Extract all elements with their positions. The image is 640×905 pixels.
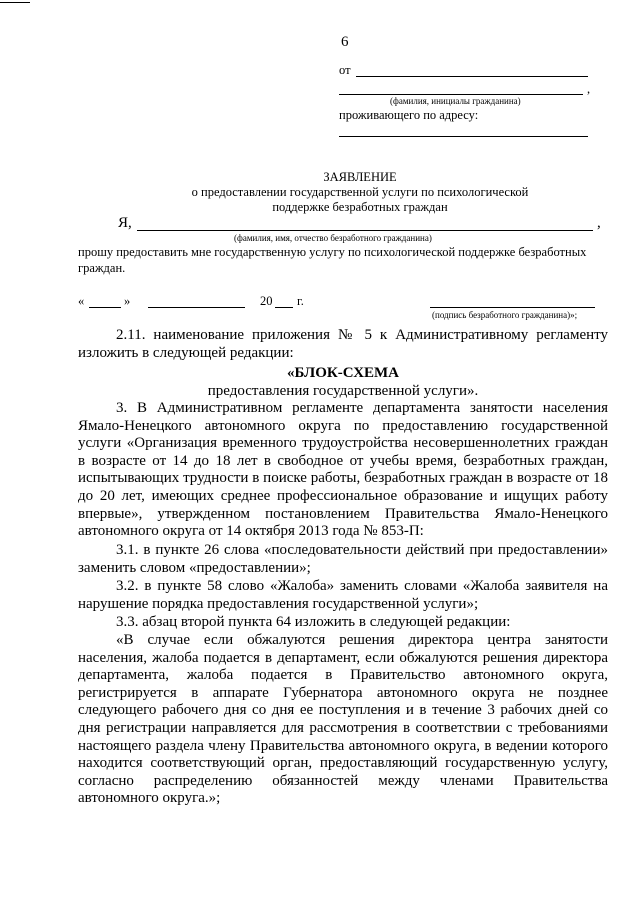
from-label: от [339,63,351,77]
header-name-caption: (фамилия, инициалы гражданина) [390,96,521,106]
paragraph-3: 3. В Административном регламенте департамента занятости населения Ямало-Ненецкого автономного округа по предоставлению государственной услуги «Организация временного трудоустройства несовершеннолетних граждан в возрасте от 14 до 18 лет в свободное от учебы время, безработных граждан, испытывающих трудности в поиске работы, безработных граждан в возрасте от 18 до 20 лет, имеющих среднее профессиональное образование и ищущих работу впервые», утвержденном постановлением Правительства Ямало-Ненецкого автономного округа от 14 октября 2013 года № 853-П: [78,400,608,540]
signature-caption: (подпись безработного гражданина)»; [432,310,578,320]
applicant-name-caption: (фамилия, имя, отчество безработного гражданина) [234,233,432,243]
signature-line [430,307,595,308]
paragraph-3-2: 3.2. в пункте 58 слово «Жалоба» заменить словами «Жалоба заявителя на нарушение порядка предоставления государственной услуги»; [78,578,608,612]
page-number: 6 [341,34,349,50]
block-scheme-subtitle: предоставления государственной услуги». [207,383,479,399]
paragraph-2-11: 2.11. наименование приложения № 5 к Административному регламенту изложить в следующей редакции: [78,327,608,361]
i-label: Я, [118,215,132,231]
header-comma: , [587,82,591,96]
applicant-comma: , [597,215,601,231]
from-line [356,76,588,77]
quoted-paragraph: «В случае если обжалуются решения директора центра занятости населения, жалоба подается в департамент, если обжалуются решения директора департамента, жалоба подается в Правительство автономного округа, регистрируется в аппарате Губернатора автономного округа не позднее следующего рабочего дня со дня ее поступления и в течение 3 рабочих дней со дня регистрации направляется для рассмотрения в соответствии с требованиями настоящего раздела члену Правительства автономного округа, в ведении которого находится соответствующий орган, предоставляющий государственную услугу, согласно распределению обязанностей между членами Правительства автономного округа.»; [78,632,608,807]
date-close-quote: » [124,294,131,308]
corner-mark [0,2,30,3]
address-line [339,136,588,137]
block-scheme-title: «БЛОК-СХЕМА [286,365,400,381]
year-suffix: г. [297,294,304,308]
paragraph-3-3: 3.3. абзац второй пункта 64 изложить в следующей редакции: [116,614,511,630]
date-year-line [275,307,293,308]
applicant-name-line [137,230,593,231]
year-prefix: 20 [260,294,273,308]
application-subtitle-1: о предоставлении государственной услуги по психологической [191,185,529,199]
request-line-2: граждан. [78,261,126,275]
name-line [339,94,583,95]
request-line-1: прошу предоставить мне государственную услугу по психологической поддержке безработных [78,245,587,259]
date-month-line [148,307,245,308]
date-open-quote: « [78,294,85,308]
paragraph-3-1: 3.1. в пункте 26 слова «последовательности действий при предоставлении» заменить словом «предоставлении»; [78,542,608,576]
date-day-line [89,307,121,308]
application-subtitle-2: поддержке безработных граждан [272,200,448,214]
application-title: ЗАЯВЛЕНИЕ [323,170,397,184]
address-label: проживающего по адресу: [339,108,479,122]
